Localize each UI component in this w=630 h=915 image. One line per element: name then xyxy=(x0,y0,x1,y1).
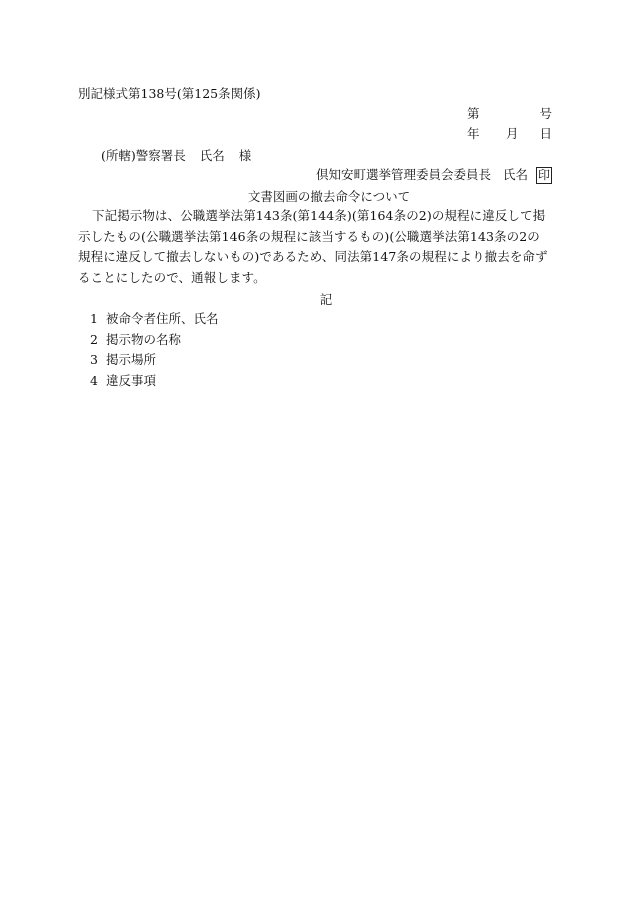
addressee-name: 氏名 xyxy=(199,148,225,163)
list-item xyxy=(90,330,219,351)
item-number: 1 xyxy=(90,311,98,326)
item-label: 掲示場所 xyxy=(106,352,157,367)
issuer-title: 倶知安町選挙管理委員会委員長 xyxy=(315,167,491,182)
list-item xyxy=(90,309,219,330)
body-paragraph: 下記掲示物は、公職選挙法第143条(第144条)(第164条の2)の規程に違反して掲示したもの(公職選挙法第146条の規程に該当するもの)(公職選挙法第143条の2の規程に違反して撤去しないもの)であるため、同法第147条の規程により撤去を命ずることにしたので、通報します。 xyxy=(78,208,548,285)
list-item xyxy=(90,350,219,371)
seal-mark: 印 xyxy=(537,168,550,182)
date-day: 日 xyxy=(539,126,552,141)
issuer xyxy=(316,165,552,184)
addressee-honorific: 様 xyxy=(238,148,252,163)
issuer-name: 氏名 xyxy=(502,167,528,182)
list-item xyxy=(90,371,219,392)
document-title: 文書図画の撤去命令について xyxy=(247,189,411,204)
item-label: 掲示物の名称 xyxy=(106,331,182,347)
addressee xyxy=(101,146,251,165)
item-number: 3 xyxy=(90,352,98,367)
item-label: 違反事項 xyxy=(106,372,157,388)
ki-heading: 記 xyxy=(319,292,333,307)
date-month: 月 xyxy=(506,126,519,141)
form-label: 別記様式第138号(第125条関係) xyxy=(78,86,261,101)
item-label: 被命令者住所、氏名 xyxy=(106,311,219,326)
item-number: 2 xyxy=(90,331,98,347)
number-suffix: 号 xyxy=(539,106,552,121)
item-number: 4 xyxy=(90,372,98,388)
item-list xyxy=(90,309,219,391)
addressee-org: (所轄)警察署長 xyxy=(101,148,186,163)
date-year: 年 xyxy=(467,126,480,141)
number-prefix: 第 xyxy=(467,106,480,121)
